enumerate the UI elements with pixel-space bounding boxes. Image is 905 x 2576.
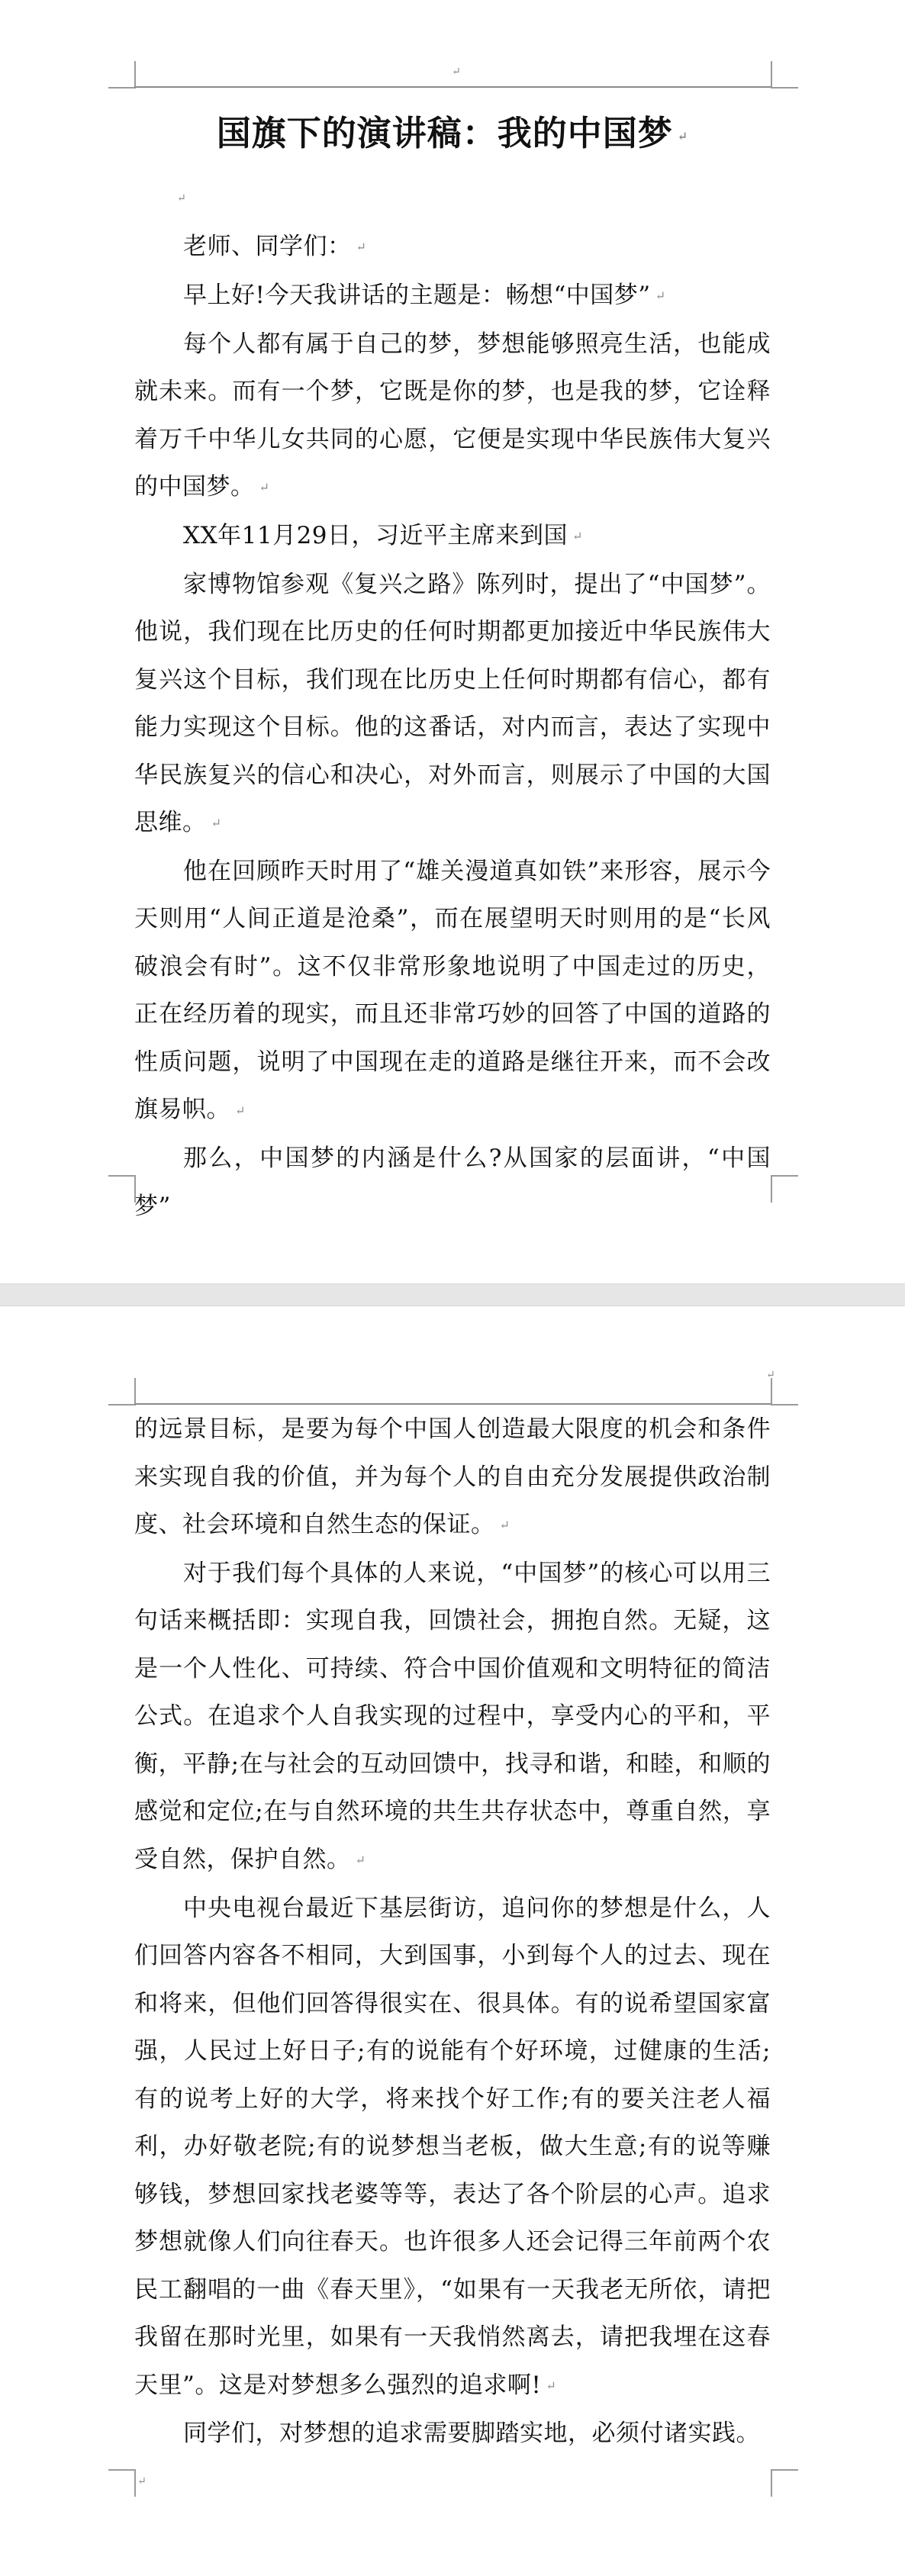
page-separator <box>0 1283 905 1306</box>
body-paragraph: 那么，中国梦的内涵是什么?从国家的层面讲，“中国梦” <box>134 1145 771 1220</box>
crop-mark-top-right <box>771 1378 798 1406</box>
document-page-2 <box>0 1306 905 2576</box>
header-line <box>134 86 771 88</box>
page-2-body <box>134 1406 771 2458</box>
page-1-body <box>134 223 771 1230</box>
empty-line-paragraph-mark: ↵ <box>177 192 186 204</box>
crop-mark-bottom-right <box>771 2469 798 2497</box>
footer-paragraph-mark: ↵ <box>137 2475 147 2487</box>
crop-mark-top-left <box>108 1378 136 1406</box>
body-paragraph: 家博物馆参观《复兴之路》陈列时，提出了“中国梦”。他说，我们现在比历史的任何时期都更加接近中华民族伟大复兴这个目标，我们现在比历史上任何时期都有信心，都有能力实现这个目标。他的这番话，对内而言，表达了实现中华民族复兴的信心和决心，对外而言，则展示了中国的大国思维。 ↵ <box>134 570 771 836</box>
crop-mark-bottom-right <box>771 1175 798 1203</box>
body-paragraph: 他在回顾昨天时用了“雄关漫道真如铁”来形容，展示今天则用“人间正道是沧桑”，而在展望明天时则用的是“长风破浪会有时”。这不仅非常形象地说明了中国走过的历史，正在经历着的现实，而且还非常巧妙的回答了中国的道路的性质问题，说明了中国现在走的道路是继往开来，而不会改旗易帜。 ↵ <box>134 857 771 1124</box>
document-title <box>0 105 905 155</box>
crop-mark-top-left <box>108 61 136 89</box>
document-page-1 <box>0 0 905 1283</box>
crop-mark-bottom-left <box>108 1175 136 1203</box>
body-paragraph: 中央电视台最近下基层街访，追问你的梦想是什么，人们回答内容各不相同，大到国事，小到每个人的过去、现在和将来，但他们回答得很实在、很具体。有的说希望国家富强，人民过上好日子;有的说能有个好环境，过健康的生活;有的说考上好的大学，将来找个好工作;有的要关注老人福利，办好敬老院;有的说梦想当老板，做大生意;有的说等赚够钱，梦想回家找老婆等等，表达了各个阶层的心声。追求梦想就像人们向往春天。也许很多人还会记得三年前两个农民工翻唱的一曲《春天里》，“如果有一天我老无所依，请把我留在那时光里，如果有一天我悄然离去，请把我埋在这春天里”。这是对梦想多么强烈的追求啊! ↵ <box>134 1894 771 2399</box>
header-paragraph-mark: ↵ <box>766 1369 775 1381</box>
body-paragraph: 早上好!今天我讲话的主题是：畅想“中国梦” ↵ <box>183 281 666 309</box>
crop-mark-bottom-left <box>108 2469 136 2497</box>
document-title-text: 国旗下的演讲稿：我的中国梦 <box>216 113 673 153</box>
body-paragraph: 的远景目标，是要为每个中国人创造最大限度的机会和条件来实现自我的价值，并为每个人的自由充分发展提供政治制度、社会环境和自然生态的保证。 ↵ <box>134 1415 771 1538</box>
header-line <box>134 1403 771 1405</box>
body-paragraph: 同学们，对梦想的追求需要脚踏实地，必须付诸实践。 <box>183 2420 760 2448</box>
body-paragraph: 对于我们每个具体的人来说，“中国梦”的核心可以用三句话来概括即：实现自我，回馈社会，拥抱自然。无疑，这是一个人性化、可持续、符合中国价值观和文明特征的简洁公式。在追求个人自我实现的过程中，享受内心的平和，平衡，平静;在与社会的互动回馈中，找寻和谐，和睦，和顺的感觉和定位;在与自然环境的共生共存状态中，尊重自然，享受自然，保护自然。 ↵ <box>134 1559 771 1873</box>
crop-mark-top-right <box>771 61 798 89</box>
paragraph-mark: ↵ <box>677 129 689 143</box>
body-paragraph: XX年11月29日，习近平主席来到国 ↵ <box>183 521 583 549</box>
body-paragraph: 每个人都有属于自己的梦，梦想能够照亮生活，也能成就未来。而有一个梦，它既是你的梦，也是我的梦，它诠释着万千中华儿女共同的心愿，它便是实现中华民族伟大复兴的中国梦。 ↵ <box>134 330 771 501</box>
header-paragraph-mark: ↵ <box>452 66 461 78</box>
body-paragraph: 老师、同学们： ↵ <box>183 233 367 260</box>
